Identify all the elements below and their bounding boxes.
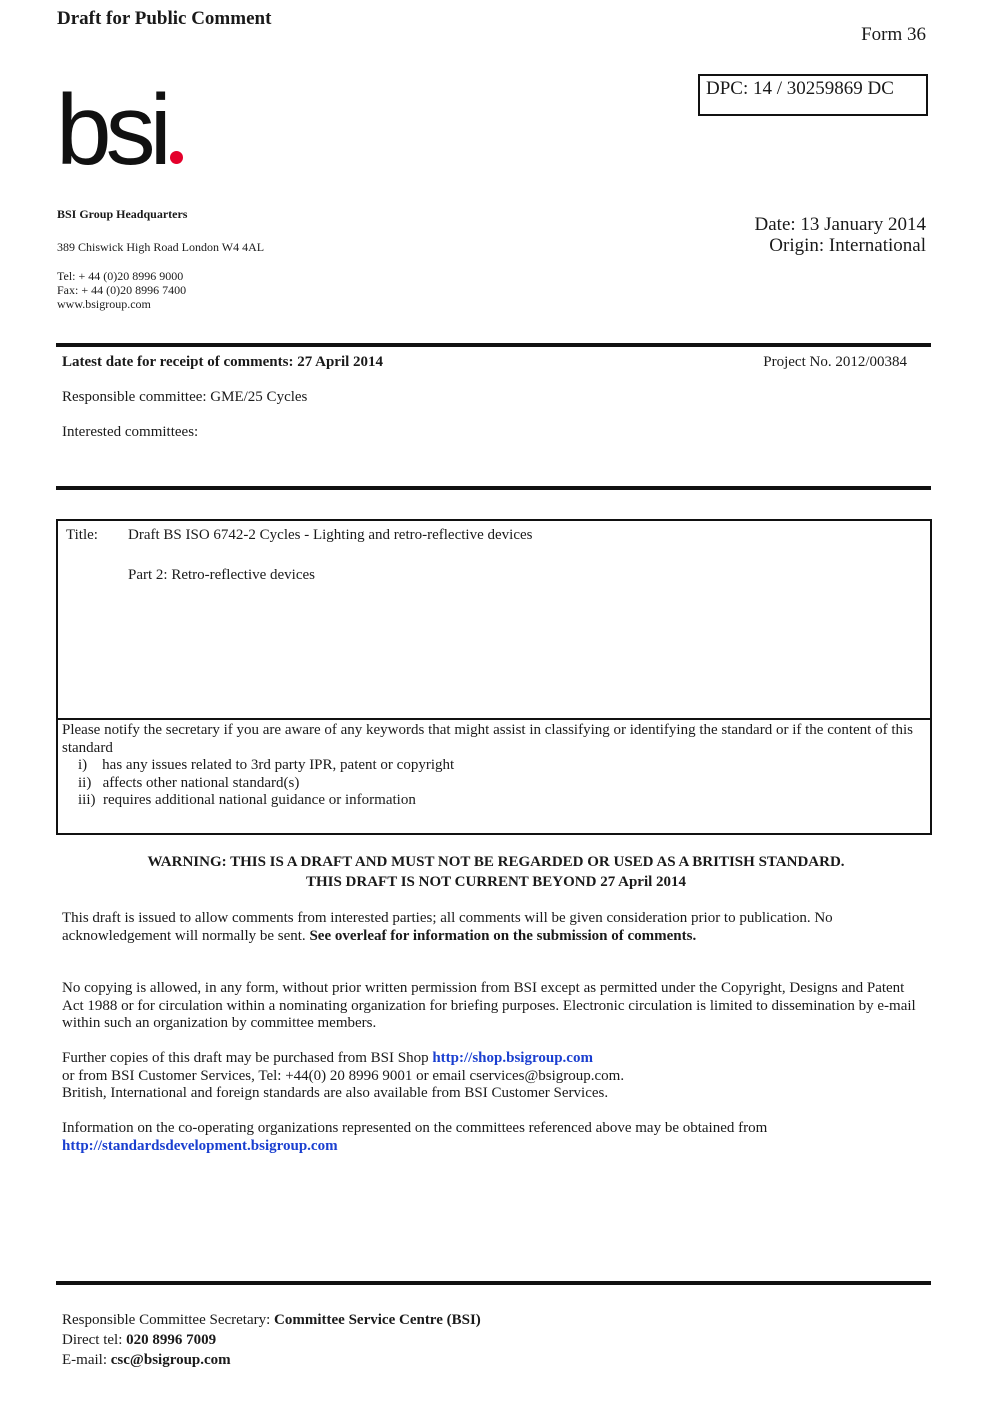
warning-line-2: THIS DRAFT IS NOT CURRENT BEYOND 27 April 2014 xyxy=(305,874,687,890)
web-line: www.bsigroup.com xyxy=(57,297,151,311)
standards-development-link[interactable]: http://standardsdevelopment.bsigroup.com xyxy=(62,1137,338,1154)
email-value[interactable]: csc@bsigroup.com xyxy=(110,1352,231,1368)
bsi-logo xyxy=(56,74,183,186)
contact-block xyxy=(57,269,186,311)
draft-label: Draft for Public Comment xyxy=(57,8,272,29)
notify-section xyxy=(62,722,922,810)
notify-intro: Please notify the secretary if you are aware of any keywords that might assist in classifying or identifying the standard or if the content of this standard xyxy=(62,722,914,756)
notify-item: ii) affects other national standard(s) xyxy=(78,774,300,791)
date-origin-block xyxy=(755,214,926,256)
secretary-value: Committee Service Centre (BSI) xyxy=(274,1312,481,1328)
further-copies-text: Further copies of this draft may be purchased from BSI Shop xyxy=(62,1050,433,1066)
responsible-committee: Responsible committee: GME/25 Cycles xyxy=(62,389,308,405)
fax-line: Fax: + 44 (0)20 8996 7400 xyxy=(57,283,187,297)
org-name: BSI Group Headquarters xyxy=(57,207,188,221)
dpc-reference-box xyxy=(698,74,928,116)
title-line-1: Draft BS ISO 6742-2 Cycles - Lighting and retro-reflective devices xyxy=(128,527,533,543)
notify-item: iii) requires additional national guidance or information xyxy=(78,792,416,808)
form-number: Form 36 xyxy=(861,24,926,45)
cooperating-orgs-paragraph xyxy=(62,1120,922,1155)
title-box-divider xyxy=(58,718,930,720)
latest-date: Latest date for receipt of comments: 27 April 2014 xyxy=(62,354,384,370)
issue-paragraph xyxy=(62,910,922,945)
cooperating-orgs-text: Information on the co-operating organizations represented on the committees referenced above may be obtained from xyxy=(62,1120,768,1136)
secretary-label: Responsible Committee Secretary: xyxy=(62,1312,275,1328)
title-line-2: Part 2: Retro-reflective devices xyxy=(128,567,316,583)
project-number: Project No. 2012/00384 xyxy=(763,354,907,370)
divider-bottom xyxy=(56,1281,931,1285)
shop-link[interactable]: http://shop.bsigroup.com xyxy=(432,1050,593,1066)
footer-contact xyxy=(62,1310,481,1370)
street-address: 389 Chiswick High Road London W4 4AL xyxy=(57,240,265,254)
direct-tel-value: 020 8996 7009 xyxy=(126,1332,217,1348)
dpc-reference: DPC: 14 / 30259869 DC xyxy=(706,78,894,99)
interested-committees: Interested committees: xyxy=(62,424,199,440)
divider-top xyxy=(56,343,931,347)
standards-availability-line: British, International and foreign standards are also available from BSI Customer Services. xyxy=(62,1085,609,1101)
notify-item: i) has any issues related to 3rd party IPR, patent or copyright xyxy=(78,757,455,773)
origin: Origin: International xyxy=(769,235,926,256)
logo-text: bsi xyxy=(56,74,166,186)
customer-services-line: or from BSI Customer Services, Tel: +44(0) 20 8996 9001 or email cservices@bsigroup.com. xyxy=(62,1067,625,1084)
issue-text: This draft is issued to allow comments from interested parties; all comments will be given consideration prior to publication. No acknowledgement will normally be sent. xyxy=(62,910,833,944)
email-label: E-mail: xyxy=(62,1352,111,1368)
further-copies-paragraph xyxy=(62,1050,922,1103)
warning-block xyxy=(0,852,992,892)
title-box xyxy=(56,519,932,835)
direct-tel-label: Direct tel: xyxy=(62,1332,127,1348)
title-label: Title: xyxy=(66,527,98,543)
tel-line: Tel: + 44 (0)20 8996 9000 xyxy=(57,269,184,283)
warning-line-1: WARNING: THIS IS A DRAFT AND MUST NOT BE REGARDED OR USED AS A BRITISH STANDARD. xyxy=(147,854,845,870)
date: Date: 13 January 2014 xyxy=(754,214,926,235)
copying-paragraph: No copying is allowed, in any form, without prior written permission from BSI except as permitted under the Copyright, Designs and Patent Act 1988 or for circulation within a nominating organization for briefing purposes. Electronic circulation is limited to dissemination by e-mail within such an organization by committee members. xyxy=(62,980,916,1031)
divider-middle xyxy=(56,486,931,490)
logo-dot-icon xyxy=(170,151,183,164)
see-overleaf-text: See overleaf for information on the submission of comments. xyxy=(309,927,697,944)
